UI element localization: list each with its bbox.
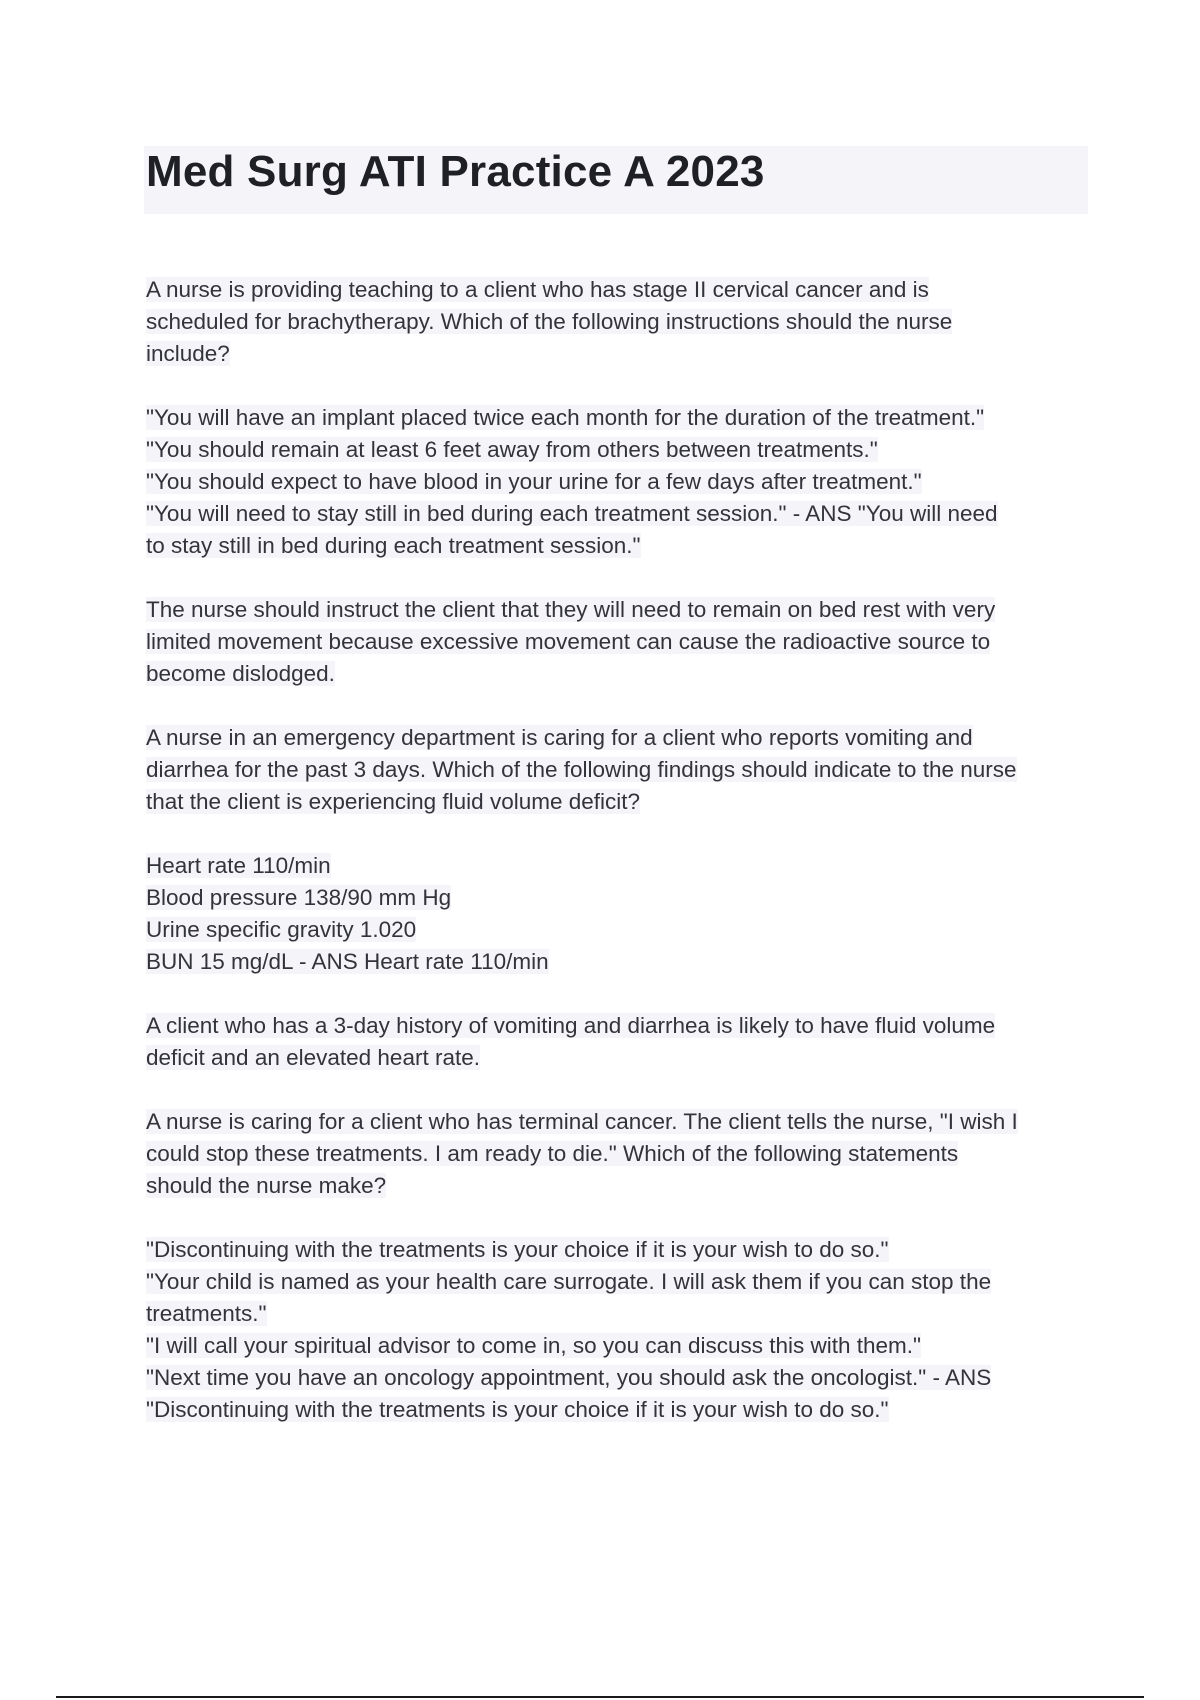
paragraph <box>146 850 1091 978</box>
text-line-content: A nurse in an emergency department is caring for a client who reports vomiting and <box>146 725 973 750</box>
text-line <box>146 274 1091 306</box>
text-line <box>146 786 1091 818</box>
text-line-content: treatments." <box>146 1301 267 1326</box>
text-line <box>146 1170 1091 1202</box>
text-line-content: to stay still in bed during each treatment session." <box>146 533 641 558</box>
text-line-content: scheduled for brachytherapy. Which of the following instructions should the nurse <box>146 309 953 334</box>
text-line <box>146 1106 1091 1138</box>
text-line <box>146 1266 1091 1298</box>
paragraph <box>146 1106 1091 1202</box>
text-line-content: should the nurse make? <box>146 1173 387 1198</box>
text-line <box>146 306 1091 338</box>
text-line-content: Heart rate 110/min <box>146 853 331 878</box>
text-line-content: "Your child is named as your health care surrogate. I will ask them if you can stop the <box>146 1269 992 1294</box>
text-line-content: A nurse is providing teaching to a client who has stage II cervical cancer and is <box>146 277 929 302</box>
text-line-content: diarrhea for the past 3 days. Which of the following findings should indicate to the nurse <box>146 757 1017 782</box>
text-line <box>146 754 1091 786</box>
text-line <box>146 850 1091 882</box>
text-line-content: could stop these treatments. I am ready to die." Which of the following statements <box>146 1141 959 1166</box>
text-line-content: "Discontinuing with the treatments is your choice if it is your wish to do so." <box>146 1397 889 1422</box>
text-line <box>146 498 1091 530</box>
text-line <box>146 466 1091 498</box>
text-line <box>146 402 1091 434</box>
text-line <box>146 1362 1091 1394</box>
text-line <box>146 1394 1091 1426</box>
paragraph <box>146 1234 1091 1426</box>
text-line-content: "You should remain at least 6 feet away from others between treatments." <box>146 437 878 462</box>
text-line-content: include? <box>146 341 230 366</box>
text-line <box>146 1330 1091 1362</box>
text-line-content: "Discontinuing with the treatments is your choice if it is your wish to do so." <box>146 1237 889 1262</box>
text-line <box>146 338 1091 370</box>
document-title: Med Surg ATI Practice A 2023 <box>146 147 765 196</box>
text-line-content: BUN 15 mg/dL - ANS Heart rate 110/min <box>146 949 549 974</box>
text-line <box>146 434 1091 466</box>
text-line <box>146 626 1091 658</box>
text-line-content: become dislodged. <box>146 661 335 686</box>
paragraph <box>146 1010 1091 1074</box>
text-line <box>146 946 1091 978</box>
text-line-content: "I will call your spiritual advisor to come in, so you can discuss this with them." <box>146 1333 922 1358</box>
text-line <box>146 658 1091 690</box>
paragraph <box>146 402 1091 562</box>
text-line <box>146 1010 1091 1042</box>
paragraph <box>146 722 1091 818</box>
text-line <box>146 1138 1091 1170</box>
text-line-content: A client who has a 3-day history of vomiting and diarrhea is likely to have fluid volume <box>146 1013 996 1038</box>
page-bottom-rule <box>56 1696 1144 1698</box>
text-line <box>146 882 1091 914</box>
text-line-content: "Next time you have an oncology appointment, you should ask the oncologist." - ANS <box>146 1365 992 1390</box>
document-body <box>146 274 1091 1458</box>
text-line-content: that the client is experiencing fluid volume deficit? <box>146 789 641 814</box>
text-line <box>146 722 1091 754</box>
text-line <box>146 594 1091 626</box>
text-line-content: "You will need to stay still in bed during each treatment session." - ANS "You will need <box>146 501 998 526</box>
text-line-content: A nurse is caring for a client who has terminal cancer. The client tells the nurse, "I wish I <box>146 1109 1018 1134</box>
text-line-content: "You should expect to have blood in your urine for a few days after treatment." <box>146 469 922 494</box>
text-line <box>146 914 1091 946</box>
paragraph <box>146 274 1091 370</box>
text-line <box>146 1234 1091 1266</box>
text-line-content: limited movement because excessive movement can cause the radioactive source to <box>146 629 991 654</box>
text-line <box>146 530 1091 562</box>
paragraph <box>146 594 1091 690</box>
text-line-content: Blood pressure 138/90 mm Hg <box>146 885 452 910</box>
text-line-content: Urine specific gravity 1.020 <box>146 917 417 942</box>
text-line-content: The nurse should instruct the client that they will need to remain on bed rest with very <box>146 597 996 622</box>
text-line <box>146 1298 1091 1330</box>
text-line-content: deficit and an elevated heart rate. <box>146 1045 480 1070</box>
text-line-content: "You will have an implant placed twice each month for the duration of the treatment." <box>146 405 985 430</box>
text-line <box>146 1042 1091 1074</box>
